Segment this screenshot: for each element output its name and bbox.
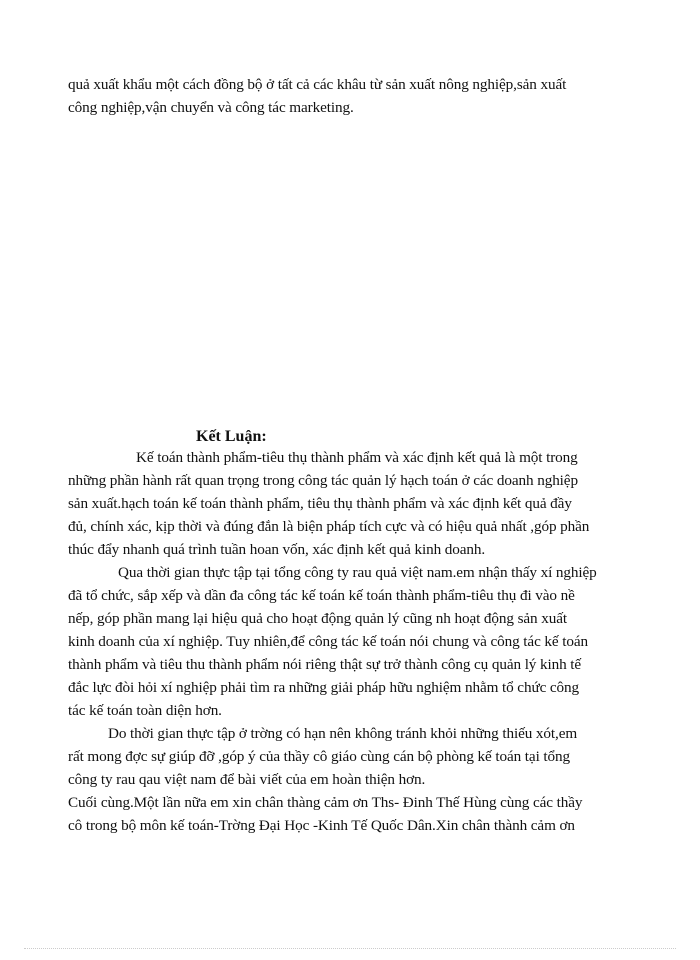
page-bottom-rule — [24, 948, 676, 949]
text-line: thúc đẩy nhanh quá trình tuần hoan vốn, xác định kết quả kinh doanh. — [68, 541, 486, 558]
text-line: thành phẩm và tiêu thu thành phẩm nói riêng thật sự trở thành công cụ quản lý kinh tế — [68, 656, 582, 673]
text-line: công nghiệp,vận chuyển và công tác marketing. — [68, 99, 354, 116]
conclusion-body — [68, 446, 648, 837]
text-line: đủ, chính xác, kịp thời và đúng đắn là biện pháp tích cực và có hiệu quả nhất ,góp phần — [68, 518, 590, 535]
text-line: rất mong đợc sự giúp đỡ ,góp ý của thầy cô giáo cùng cán bộ phòng kế toán tại tổng — [68, 748, 570, 765]
text-line: Do thời gian thực tập ở trờng có hạn nên không tránh khỏi những thiếu xót,em — [108, 725, 578, 742]
text-line: đã tổ chức, sắp xếp và dần đa công tác kế toán kế toán thành phẩm-tiêu thụ đi vào nề — [68, 587, 575, 604]
text-line: công ty rau qau việt nam để bài viết của em hoàn thiện hơn. — [68, 771, 426, 788]
text-line: sản xuất.hạch toán kế toán thành phẩm, tiêu thụ thành phẩm và xác định kết quả đầy — [68, 495, 572, 512]
text-line: Qua thời gian thực tập tại tổng công ty rau quả việt nam.em nhận thấy xí nghiệp — [118, 564, 597, 581]
text-line: cô trong bộ môn kế toán-Trờng Đại Học -Kinh Tế Quốc Dân.Xin chân thành cảm ơn — [68, 817, 575, 834]
text-line: nếp, góp phần mang lại hiệu quả cho hoạt động quản lý cũng nh hoạt động sản xuất — [68, 610, 567, 627]
text-line: những phần hành rất quan trọng trong công tác quản lý hạch toán ở các doanh nghiệp — [68, 472, 578, 489]
text-line: đắc lực đòi hỏi xí nghiệp phải tìm ra những giải pháp hữu nghiệm nhằm tổ chức công — [68, 679, 580, 696]
text-line: kinh doanh của xí nghiệp. Tuy nhiên,để công tác kế toán nói chung và công tác kế toán — [68, 633, 588, 650]
text-line: quả xuất khẩu một cách đồng bộ ở tất cả các khâu từ sản xuất nông nghiệp,sản xuất — [68, 76, 567, 93]
section-heading: Kết Luận: — [196, 428, 267, 445]
text-line: tác kế toán toàn diện hơn. — [68, 702, 222, 719]
text-line: Cuối cùng.Một lần nữa em xin chân thàng cảm ơn Ths- Đinh Thế Hùng cùng các thầy — [68, 794, 583, 811]
intro-paragraph — [68, 73, 648, 119]
text-line: Kế toán thành phẩm-tiêu thụ thành phẩm và xác định kết quả là một trong — [136, 449, 578, 466]
